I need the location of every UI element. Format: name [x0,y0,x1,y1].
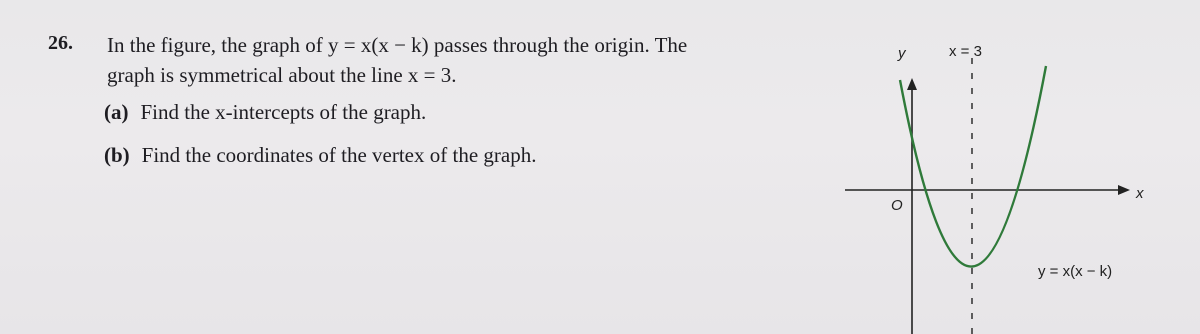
part-a-text: Find the x-intercepts of the graph. [140,100,427,124]
question-line-2: graph is symmetrical about the line x = 3. [107,63,457,87]
part-a-label: (a) [104,100,129,124]
part-b-label: (b) [104,143,130,167]
symmetry-line-label: x = 3 [949,43,982,60]
x-axis-label: x [1136,185,1144,202]
question-number: 26. [48,32,73,54]
parabola-figure [830,30,1160,334]
part-b [104,143,536,168]
origin-label: O [891,197,903,214]
x-axis-arrow [1118,185,1130,195]
y-axis-label: y [898,45,906,62]
y-axis-arrow [907,78,917,90]
part-a [104,100,426,125]
part-b-text: Find the coordinates of the vertex of the graph. [141,143,537,167]
question-line-1: In the figure, the graph of y = x(x − k) passes through the origin. The [107,33,688,57]
parabola-curve [900,66,1046,267]
curve-label: y = x(x − k) [1038,263,1113,280]
